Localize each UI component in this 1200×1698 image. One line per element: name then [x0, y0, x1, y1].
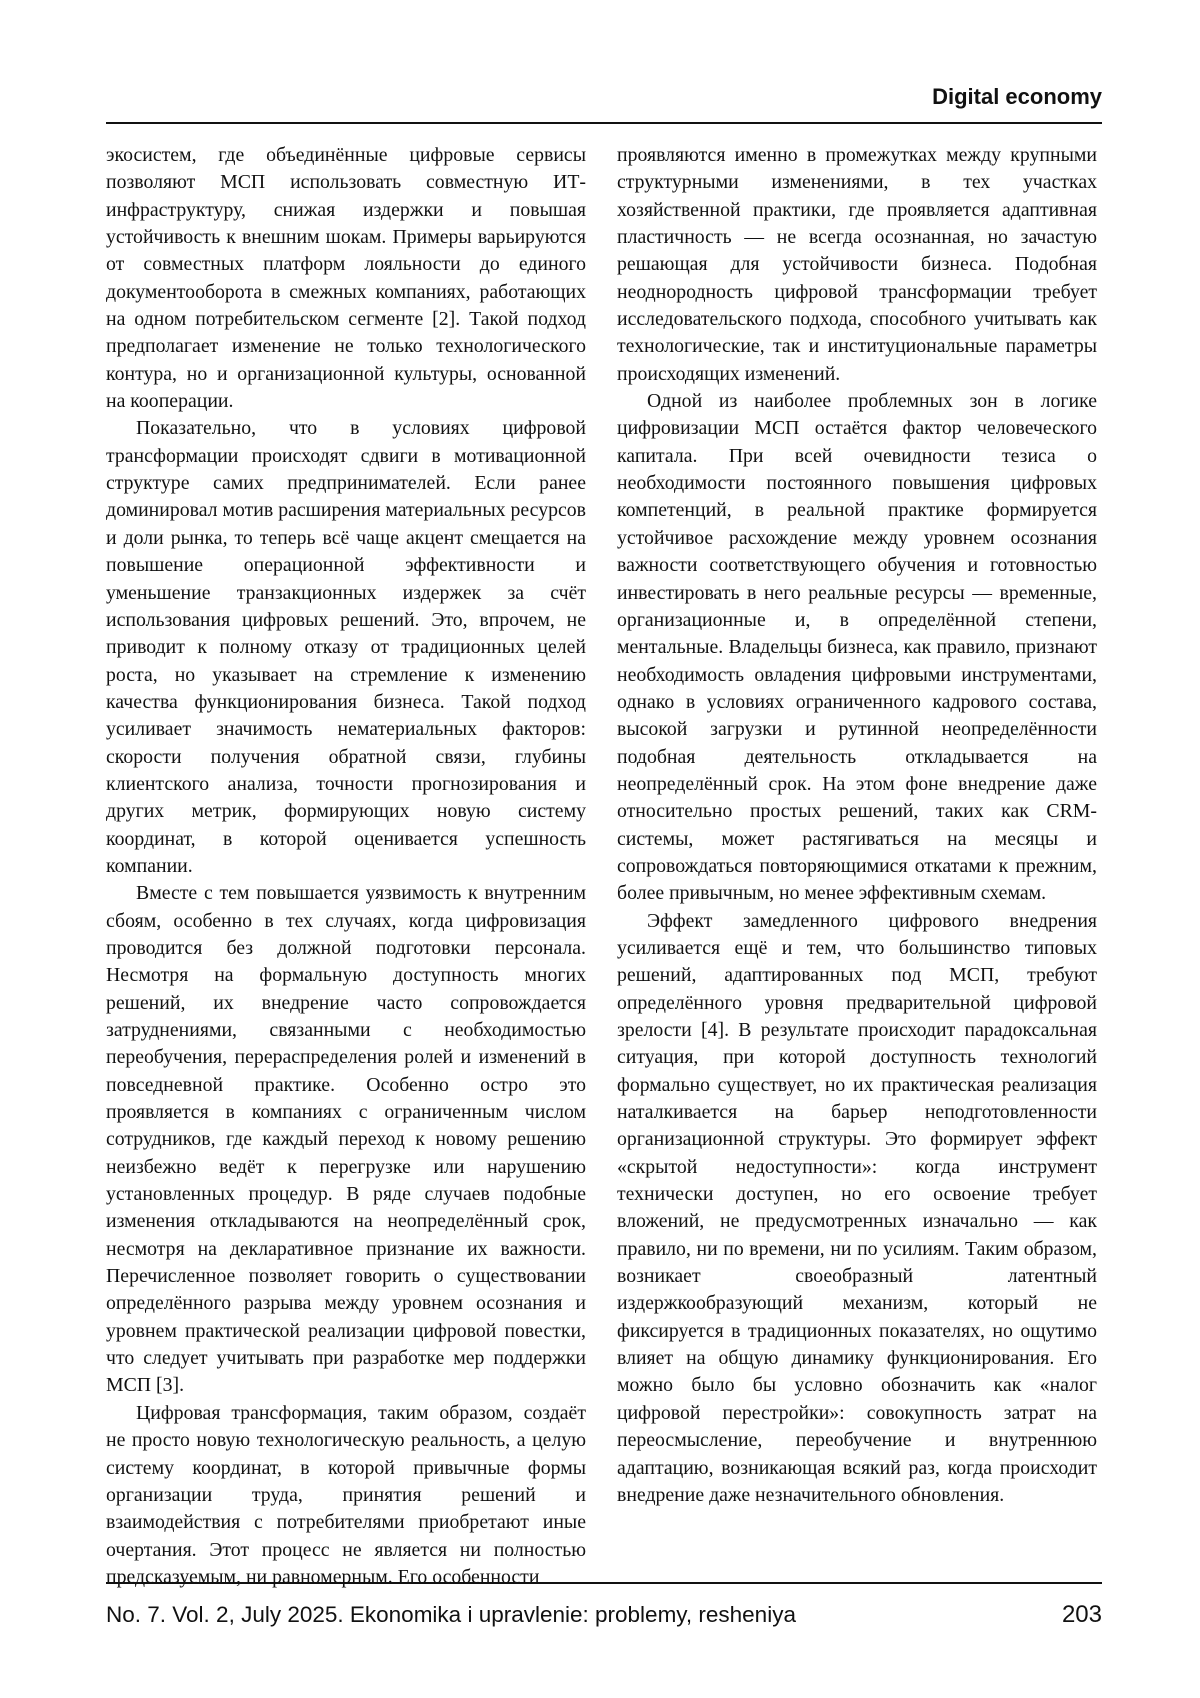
page-footer	[106, 1600, 1102, 1630]
paragraph: проявляются именно в промежутках между крупными структурными изменениями, в тех участках хозяйственной практики, где проявляется адаптивная пластичность — не всегда осознанная, но зачастую решающая для устойчивости бизнеса. Подобная неоднородность цифровой трансформации требует исследовательского подхода, способного учитывать как технологические, так и институциональные параметры происходящих изменений.	[617, 144, 1097, 385]
journal-citation: No. 7. Vol. 2, July 2025. Ekonomika i upravlenie: problemy, resheniya	[106, 1602, 796, 1627]
paragraph: Эффект замедленного цифрового внедрения усиливается ещё и тем, что большинство типовых решений, адаптированных под МСП, требуют определённого уровня предварительной цифровой зрелости [4]. В результате происходит парадоксальная ситуация, при которой доступность технологий формально существует, но их практическая реализация наталкивается на барьер неподготовленности организационной структуры. Это формирует эффект «скрытой недоступности»: когда инструмент технически доступен, но его освоение требует вложений, не предусмотренных изначально — как правило, ни по времени, ни по усилиям. Таким образом, возникает своеобразный латентный издержкообразующий механизм, который не фиксируется в традиционных показателях, но ощутимо влияет на общую динамику функционирования. Его можно было бы условно обозначить как «налог цифровой перестройки»: совокупность затрат на переосмысление, переобучение и внутреннюю адаптацию, возникающая всякий раз, когда происходит внедрение даже незначительного обновления.	[617, 909, 1097, 1506]
header-rule	[106, 122, 1102, 124]
paragraph: Цифровая трансформация, таким образом, создаёт не просто новую технологическую реальность, а целую систему координат, в которой привычные формы организации труда, принятия решений и взаимодействия с потребителями приобретают иные очертания. Этот процесс не является ни полностью предсказуемым, ни равномерным. Его особенности	[106, 1401, 586, 1588]
paragraph: экосистем, где объединённые цифровые сервисы позволяют МСП использовать совместную ИТ-инфраструктуру, снижая издержки и повышая устойчивость к внешним шокам. Примеры варьируются от совместных платформ лояльности до единого документооборота в смежных компаниях, работающих на одном потребительском сегменте [2]. Такой подход предполагает изменение не только технологического контура, но и организационной культуры, основанной на кооперации.	[106, 144, 586, 413]
running-header	[106, 84, 1102, 124]
paragraph: Показательно, что в условиях цифровой трансформации происходят сдвиги в мотивационной структуре самих предпринимателей. Если ранее доминировал мотив расширения материальных ресурсов и доли рынка, то теперь всё чаще акцент смещается на повышение операционной эффективности и уменьшение транзакционных издержек за счёт использования цифровых решений. Это, впрочем, не приводит к полному отказу от традиционных целей роста, но указывает на стремление к изменению качества функционирования бизнеса. Такой подход усиливает значимость нематериальных факторов: скорости получения обратной связи, глубины клиентского анализа, точности прогнозирования и других метрик, формирующих новую систему координат, в которой оценивается успешность компании.	[106, 417, 586, 877]
paragraph: Вместе с тем повышается уязвимость к внутренним сбоям, особенно в тех случаях, когда цифровизация проводится без должной подготовки персонала. Несмотря на формальную доступность многих решений, их внедрение часто сопровождается затруднениями, связанными с необходимостью переобучения, перераспределения ролей и изменений в повседневной практике. Особенно остро это проявляется в компаниях с ограниченным числом сотрудников, где каждый переход к новому решению неизбежно ведёт к перегрузке или нарушению установленных процедур. В ряде случаев подобные изменения откладываются на неопределённый срок, несмотря на декларативное признание их важности. Перечисленное позволяет говорить о существовании определённого разрыва между уровнем осознания и уровнем практической реализации цифровой повестки, что следует учитывать при разработке мер поддержки МСП [3].	[106, 882, 586, 1397]
page-number: 203	[1061, 1601, 1102, 1628]
paragraph: Одной из наиболее проблемных зон в логике цифровизации МСП остаётся фактор человеческого капитала. При всей очевидности тезиса о необходимости постоянного повышения цифровых компетенций, в реальной практике формируется устойчивое расхождение между уровнем осознания важности соответствующего обучения и готовностью инвестировать в него реальные ресурсы — временные, организационные и, в определённой степени, ментальные. Владельцы бизнеса, как правило, признают необходимость овладения цифровыми инструментами, однако в условиях ограниченного кадрового состава, высокой загрузки и рутинной неопределённости подобная деятельность откладывается на неопределённый срок. На этом фоне внедрение даже относительно простых решений, таких как CRM-системы, может растягиваться на месяцы и сопровождаться повторяющимися откатами к прежним, более привычным, но менее эффективным схемам.	[617, 390, 1097, 905]
right-column	[617, 142, 1097, 1509]
left-column	[106, 142, 586, 1591]
section-title: Digital economy	[932, 84, 1102, 109]
footer-rule	[106, 1582, 1102, 1584]
